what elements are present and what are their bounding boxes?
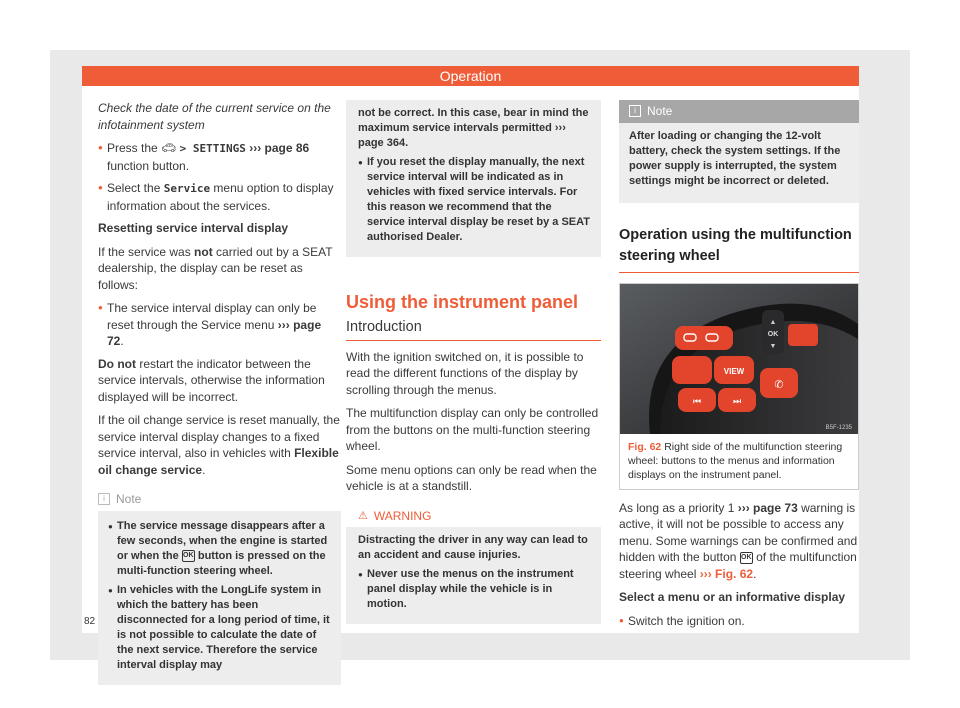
svg-text:✆: ✆ — [774, 378, 784, 391]
voice-button — [672, 356, 712, 384]
info-icon: i — [629, 105, 641, 117]
paragraph: As long as a priority 1 ››› page 73 warning is active, it will not be possible to access any menu. Some warnings can be confirmed and hidden with the button OK of the multifunction steering wheel ››› Fig. 62. — [619, 500, 858, 581]
note-box: i Note ● The service message disappears after a few seconds, when the engine is started or when the OK button is pressed on the multi-function steering wheel. ● In vehicles with the LongLife system in which the battery has been disconnected for a long period of time, it is not possible to calculate the date of the next service. Therefore the service interval display may — [98, 488, 341, 685]
svg-text:▼: ▼ — [769, 342, 777, 350]
svg-text:▲: ▲ — [769, 318, 777, 326]
svg-text:B5F-1235: B5F-1235 — [825, 424, 852, 431]
section-title: Operation using the multifunction steering wheel — [619, 225, 859, 273]
ok-button-icon: OK — [740, 552, 753, 564]
svg-text:OK: OK — [767, 330, 779, 338]
info-icon: i — [98, 493, 110, 505]
paragraph: Some menu options can only be read when the vehicle is at a standstill. — [346, 462, 597, 493]
figure-caption: Fig. 62 Right side of the multifunction steering wheel: buttons to the menus and information displays on the instrument panel. — [628, 440, 843, 481]
intro-text: Check the date of the current service on the infotainment system — [98, 101, 331, 132]
figure-link[interactable]: ››› Fig. 62 — [699, 566, 754, 581]
bullet-select-service: ● Select the Service menu option to display information about the services. — [98, 180, 341, 214]
page-number: 82 — [84, 616, 96, 627]
section-subtitle: Resetting service interval display — [98, 221, 289, 235]
paragraph: If the service was not carried out by a SEAT dealership, the display can be reset as follows: — [98, 244, 333, 292]
figure — [619, 283, 859, 490]
section-title: Using the instrument panel — [346, 292, 579, 312]
page-link[interactable]: ››› page 364. — [358, 122, 566, 149]
column-1 — [98, 100, 341, 685]
note-box: i Note After loading or changing the 12-volt battery, check the system settings. If the power supply is interrupted, the system settings might be incorrect or deleted. — [619, 100, 859, 203]
svg-text:⏮: ⏮ — [692, 395, 702, 406]
car-menu-icon: 🚗︎ — [161, 141, 177, 155]
page-link[interactable]: ››› page 73 — [737, 500, 798, 515]
section-subtitle: Select a menu or an informative display — [619, 590, 846, 604]
column-2 — [346, 100, 601, 624]
svg-text:⏭: ⏭ — [732, 395, 742, 406]
ok-button-icon: OK — [182, 550, 195, 562]
paragraph: With the ignition switched on, it is possible to read the different functions of the display by scrolling through the menus. — [346, 349, 584, 397]
paragraph: The multifunction display can only be controlled from the buttons on the multi-function steering wheel. — [346, 406, 599, 453]
steering-wheel-photo — [620, 284, 858, 434]
page-link[interactable]: ››› page 86 — [249, 141, 310, 155]
paragraph: If the oil change service is reset manually, the service interval display changes to a fixed service interval, also in vehicles with Flexible oil change service. — [98, 413, 340, 477]
svg-text:VIEW: VIEW — [723, 366, 745, 376]
page-link[interactable]: ››› page 72 — [107, 317, 322, 348]
warning-box: ⚠ WARNING Distracting the driver in any way can lead to an accident and cause injuries. ● Never use the menus on the instrument panel display while the vehicle is in motion. — [346, 505, 601, 625]
warning-icon: ⚠ — [358, 509, 368, 522]
column-3 — [619, 100, 859, 635]
subsection-title: Introduction — [346, 319, 601, 341]
bullet-press-settings: ● Press the 🚗︎ > SETTINGS ››› page 86 function button. — [98, 140, 341, 174]
page-header: Operation — [82, 66, 859, 86]
bullet-reset-menu: ● The service interval display can only be reset through the Service menu ››› page 72. — [98, 300, 341, 350]
paragraph: Do not restart the indicator between the service intervals, otherwise the information displayed will be incorrect. — [98, 356, 325, 404]
note-box-continued: not be correct. In this case, bear in mind the maximum service intervals permitted ››› page 364. ● If you reset the display manually, the next service interval will be indicated as in vehicles with fixed service intervals. For this reason we recommend that the service interval display be reset by a SEAT authorised Dealer. — [346, 100, 601, 257]
bullet-ignition: ● Switch the ignition on. — [619, 613, 859, 630]
